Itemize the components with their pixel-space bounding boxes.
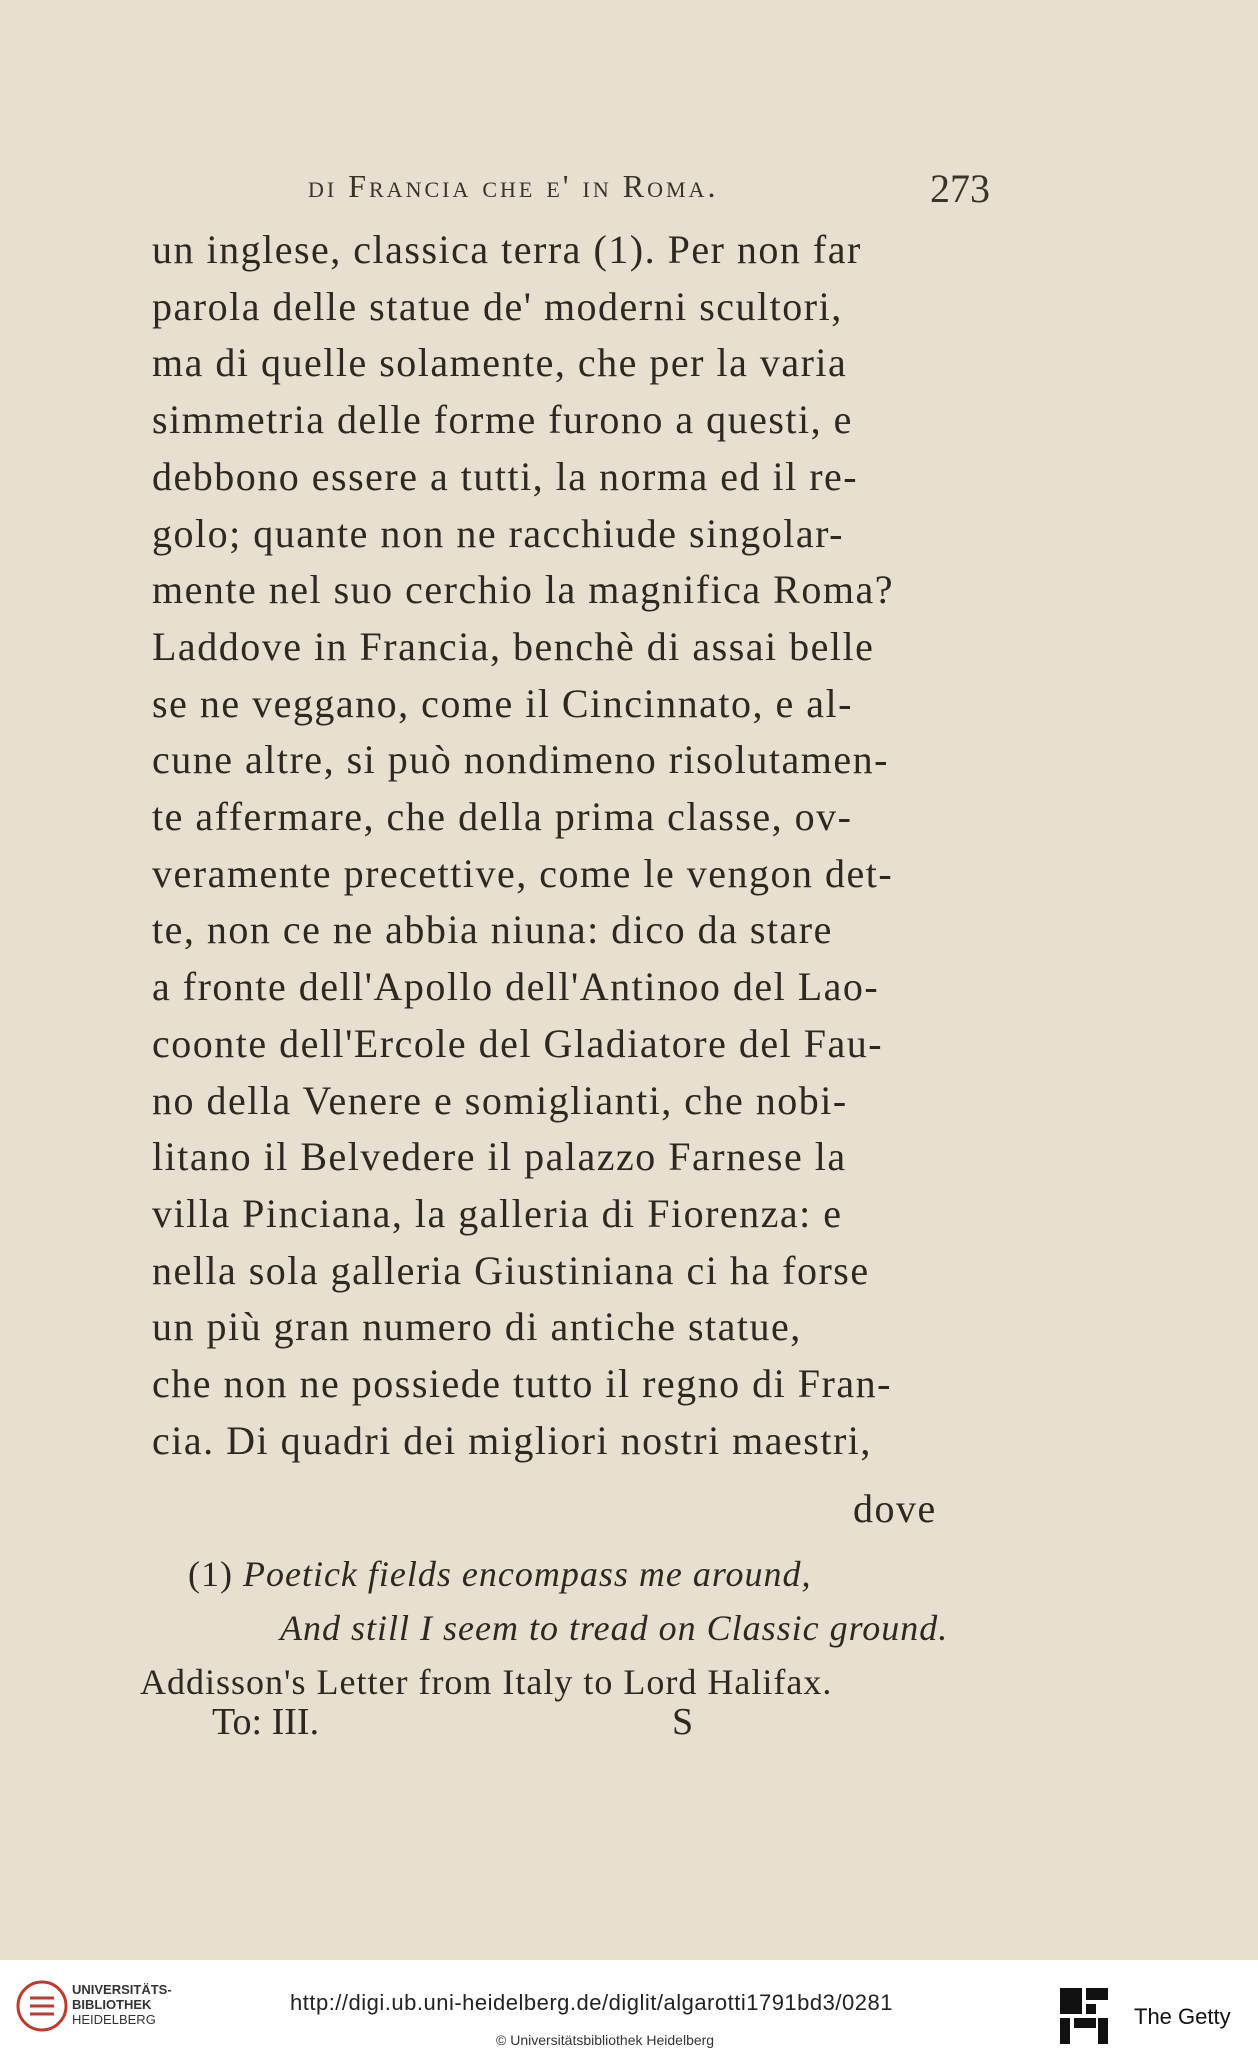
library-name-line-2: BIBLIOTHEK bbox=[72, 1997, 152, 2012]
text-line: simmetria delle forme furono a questi, e bbox=[152, 397, 853, 443]
text-line: villa Pinciana, la galleria di Fiorenza: e bbox=[152, 1190, 843, 1236]
text-line: debbono essere a tutti, la norma ed il re- bbox=[152, 453, 859, 499]
text-line: coonte dell'Ercole del Gladiatore del Fau- bbox=[152, 1020, 884, 1066]
footnote-verse-1 bbox=[140, 1547, 1020, 1601]
text-line: un inglese, classica terra (1). Per non far bbox=[152, 227, 862, 272]
footnote-verse-2 bbox=[140, 1601, 1020, 1655]
text-line: parola delle statue de' moderni scultori, bbox=[152, 283, 843, 329]
text-line: cune altre, si può nondimeno risolutamen- bbox=[152, 737, 889, 783]
copyright-notice: © Universitätsbibliothek Heidelberg bbox=[496, 2032, 715, 2048]
footnote-source: Addisson's Letter from Italy to Lord Halifax. bbox=[140, 1662, 833, 1702]
text-line: no della Venere e somiglianti, che nobi- bbox=[152, 1077, 848, 1123]
library-name-line-3: HEIDELBERG bbox=[72, 2012, 156, 2027]
footnote bbox=[140, 1547, 1020, 1709]
text-line: se ne veggano, come il Cincinnato, e al- bbox=[152, 680, 853, 726]
text-line: litano il Belvedere il palazzo Farnese la bbox=[152, 1134, 847, 1180]
page-number: 273 bbox=[930, 166, 990, 211]
text-line: golo; quante non ne racchiude singolar- bbox=[152, 510, 844, 556]
signature-mark: S bbox=[672, 1701, 694, 1743]
footnote-verse-1-text: Poetick fields encompass me around, bbox=[242, 1554, 812, 1594]
text-line: a fronte dell'Apollo dell'Antinoo del Lao- bbox=[152, 964, 880, 1010]
university-library-logo-icon bbox=[16, 1980, 68, 2032]
source-url-link[interactable]: http://digi.ub.uni-heidelberg.de/diglit/algarotti1791bd3/0281 bbox=[290, 1990, 893, 2015]
body-text bbox=[152, 222, 1012, 1469]
footnote-verse-2-text: And still I seem to tread on Classic ground. bbox=[280, 1608, 949, 1648]
text-line: un più gran numero di antiche statue, bbox=[152, 1304, 802, 1350]
text-line: cia. Di quadri dei migliori nostri maestri, bbox=[152, 1417, 872, 1463]
catchword: dove bbox=[853, 1486, 937, 1531]
text-line: te affermare, che della prima classe, ov- bbox=[152, 794, 853, 840]
text-line: te, non ce ne abbia niuna: dico da stare bbox=[152, 907, 833, 953]
library-name bbox=[72, 1982, 172, 2027]
volume-mark: To: III. bbox=[212, 1701, 320, 1743]
text-line: nella sola galleria Giustiniana ci ha forse bbox=[152, 1247, 870, 1293]
getty-logo-icon bbox=[1058, 1986, 1110, 2046]
text-line: mente nel suo cerchio la magnifica Roma? bbox=[152, 567, 894, 613]
text-line: veramente precettive, come le vengon det- bbox=[152, 850, 894, 896]
text-line: ma di quelle solamente, che per la varia bbox=[152, 340, 848, 386]
footer bbox=[0, 1960, 1258, 2068]
partner-name: The Getty bbox=[1134, 2004, 1231, 2029]
text-line: che non ne possiede tutto il regno di Fran- bbox=[152, 1361, 892, 1407]
running-head: di Francia che e' in Roma. bbox=[308, 168, 719, 204]
library-name-line-1: UNIVERSITÄTS- bbox=[72, 1982, 172, 1997]
footnote-marker: (1) bbox=[188, 1554, 233, 1594]
text-line: Laddove in Francia, benchè di assai belle bbox=[152, 623, 875, 669]
